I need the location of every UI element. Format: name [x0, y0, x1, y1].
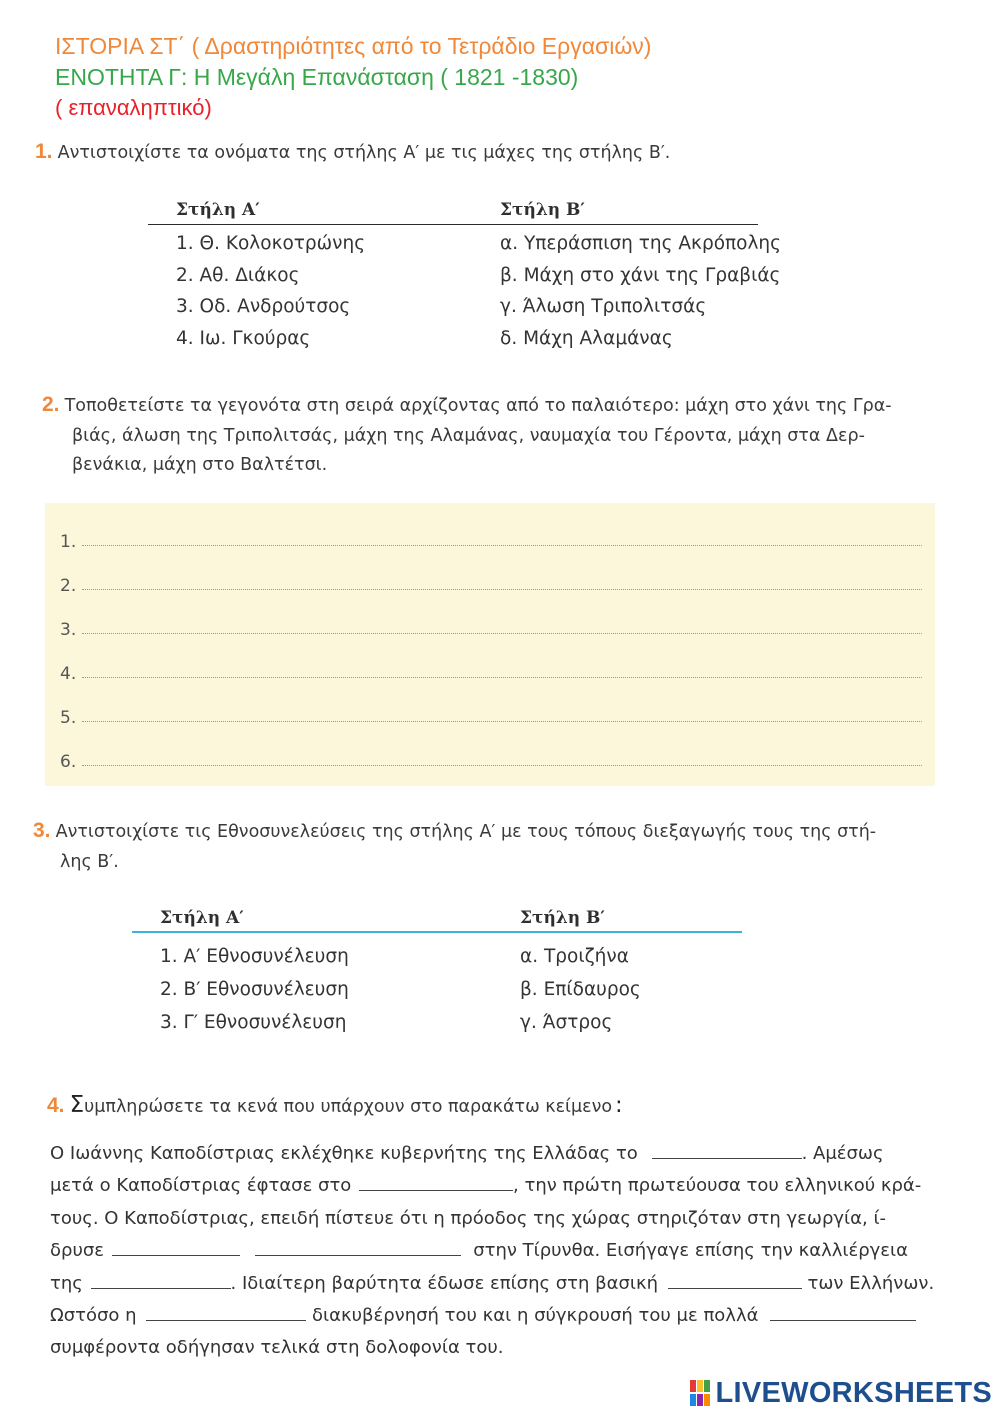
question-4-prompt — [47, 1092, 622, 1122]
liveworksheets-logo-icon — [690, 1380, 712, 1406]
paragraph-text: τους. Ο Καποδίστριας, επειδή πίστευε ότι η πρόοδος της χώρας στηριζόταν στη γεωργία, ί- — [50, 1207, 887, 1229]
question-1-col-b-header: Στήλη Β′ — [500, 200, 585, 220]
answer-line[interactable] — [60, 742, 922, 772]
question-1-col-a-item: 1. Θ. Κολοκοτρώνης — [176, 233, 366, 254]
paragraph-text: των Ελλήνων. — [807, 1272, 935, 1294]
paragraph-text: . Ιδιαίτερη βαρύτητα έδωσε επίσης στη βασική — [230, 1272, 659, 1294]
answer-line-number: 2. — [60, 576, 77, 596]
question-3-text-line: Αντιστοιχίστε τις Εθνοσυνελεύσεις της στήλης Α′ με τους τόπους διεξαγωγής τους της στή- — [55, 822, 877, 842]
fill-blank-year[interactable] — [652, 1140, 802, 1159]
answer-line-number: 1. — [60, 532, 77, 552]
paragraph-text: , την πρώτη πρωτεύουσα του ελληνικού κρά- — [513, 1175, 922, 1197]
paragraph-line — [50, 1138, 940, 1170]
answer-line-number: 4. — [60, 664, 77, 684]
question-2-prompt — [42, 391, 942, 421]
question-3-col-b-item: α. Τροιζήνα — [520, 946, 629, 967]
answer-line[interactable] — [60, 522, 922, 552]
answer-dotted-line[interactable] — [82, 721, 922, 722]
question-2-text-line: Τοποθετείστε τα γεγονότα στη σειρά αρχίζοντας από το παλαιότερο: μάχη στο χάνι της Γρα- — [64, 396, 892, 416]
answer-line[interactable] — [60, 654, 922, 684]
paragraph-text: της — [50, 1272, 83, 1294]
answer-line-number: 5. — [60, 708, 77, 728]
fill-blank-governance[interactable] — [146, 1302, 306, 1321]
answer-line[interactable] — [60, 698, 922, 728]
question-3-text-line: λης Β′. — [60, 852, 119, 872]
question-3-col-b-item: β. Επίδαυρος — [520, 979, 641, 1000]
paragraph-text: διακυβέρνησή του και η σύγκρουσή του με πολλά — [312, 1305, 759, 1327]
paragraph-text: μετά ο Καποδίστριας έφτασε στο — [50, 1175, 352, 1197]
question-1-text: Αντιστοιχίστε τα ονόματα της στήλης Α′ με τις μάχες της στήλης Β′. — [57, 143, 671, 163]
answer-line-number: 3. — [60, 620, 77, 640]
fill-blank-crop[interactable] — [91, 1270, 231, 1289]
question-4-title-colon: : — [615, 1093, 623, 1118]
paragraph-text: δρυσε — [50, 1240, 104, 1262]
liveworksheets-logo — [690, 1376, 993, 1409]
fill-blank-education[interactable] — [668, 1270, 802, 1289]
question-2-text-line: βενάκια, μάχη στο Βαλτέτσι. — [72, 455, 328, 475]
question-3-col-a-item: 2. Β′ Εθνοσυνέλευση — [160, 979, 349, 1000]
question-1-col-a-item: 2. Αθ. Διάκος — [176, 265, 300, 286]
question-3-col-b-header: Στήλη Β′ — [520, 908, 605, 928]
liveworksheets-logo-text: LIVEWORKSHEETS — [715, 1376, 992, 1409]
question-1-col-b-item: β. Μάχη στο χάνι της Γραβιάς — [500, 265, 781, 286]
paragraph-line — [50, 1332, 940, 1364]
question-3-prompt — [33, 817, 933, 847]
answer-dotted-line[interactable] — [82, 545, 922, 546]
fill-blank-first-capital[interactable] — [359, 1172, 513, 1191]
fill-blank-interests[interactable] — [770, 1302, 916, 1321]
paragraph-line — [50, 1300, 940, 1332]
paragraph-text: στην Τίρυνθα. Εισήγαγε επίσης την καλλιέργεια — [473, 1240, 908, 1262]
fill-blank-founded-1[interactable] — [112, 1237, 240, 1256]
question-4-number: 4. — [47, 1094, 65, 1117]
paragraph-text: Ωστόσο η — [50, 1305, 137, 1327]
question-1-col-b-item: α. Υπεράσπιση της Ακρόπολης — [500, 233, 781, 254]
question-3-col-b-item: γ. Άστρος — [520, 1012, 613, 1033]
question-4-title: υμπληρώσετε τα κενά που υπάρχουν στο παρακάτω κείμενο — [84, 1097, 613, 1117]
question-2-number: 2. — [42, 393, 60, 416]
paragraph-line — [50, 1268, 940, 1300]
header-title-line3: ( επαναληπτικό) — [55, 95, 212, 120]
paragraph-line — [50, 1203, 940, 1235]
paragraph-line — [50, 1170, 940, 1202]
question-2-text-line: βιάς, άλωση της Τριπολιτσάς, μάχη της Αλαμάνας, ναυμαχία του Γέροντα, μάχη στα Δερ- — [72, 426, 865, 446]
question-3-number: 3. — [33, 819, 51, 842]
question-2-answer-box — [45, 503, 935, 786]
answer-dotted-line[interactable] — [82, 589, 922, 590]
answer-dotted-line[interactable] — [82, 633, 922, 634]
question-1-col-a-header: Στήλη Α′ — [176, 200, 260, 220]
paragraph-text: συμφέροντα οδήγησαν τελικά στη δολοφονία του. — [50, 1337, 504, 1359]
header-title-line2: ΕΝΟΤΗΤΑ Γ: Η Μεγάλη Επανάσταση ( 1821 -1830) — [55, 64, 579, 90]
question-1-col-b-item: δ. Μάχη Αλαμάνας — [500, 328, 673, 349]
header-title-line1: ΙΣΤΟΡΙΑ ΣΤ΄ ( Δραστηριότητες από το Τετράδιο Εργασιών) — [55, 33, 652, 59]
paragraph-line — [50, 1235, 940, 1267]
answer-line[interactable] — [60, 566, 922, 596]
answer-dotted-line[interactable] — [82, 677, 922, 678]
question-4-title-initial: Σ — [69, 1092, 85, 1118]
question-1-col-b-item: γ. Άλωση Τριπολιτσάς — [500, 296, 707, 317]
question-4-fill-paragraph — [50, 1138, 940, 1365]
question-1-prompt — [35, 138, 670, 168]
question-3-table-header — [132, 905, 742, 933]
question-3-col-a-item: 1. Α′ Εθνοσυνέλευση — [160, 946, 349, 967]
answer-line-number: 6. — [60, 752, 77, 772]
question-1-col-a-item: 3. Οδ. Ανδρούτσος — [176, 296, 351, 317]
question-1-table-header — [148, 198, 758, 225]
question-1-col-a-item: 4. Ιω. Γκούρας — [176, 328, 311, 349]
paragraph-text: . Αμέσως — [801, 1143, 884, 1164]
answer-dotted-line[interactable] — [82, 765, 922, 766]
answer-line[interactable] — [60, 610, 922, 640]
paragraph-text: Ο Ιωάννης Καποδίστριας εκλέχθηκε κυβερνήτης της Ελλάδας το — [50, 1143, 638, 1164]
fill-blank-founded-2[interactable] — [255, 1237, 461, 1256]
question-3-col-a-item: 3. Γ′ Εθνοσυνέλευση — [160, 1012, 347, 1033]
question-1-number: 1. — [35, 140, 53, 163]
question-3-col-a-header: Στήλη Α′ — [160, 908, 244, 928]
